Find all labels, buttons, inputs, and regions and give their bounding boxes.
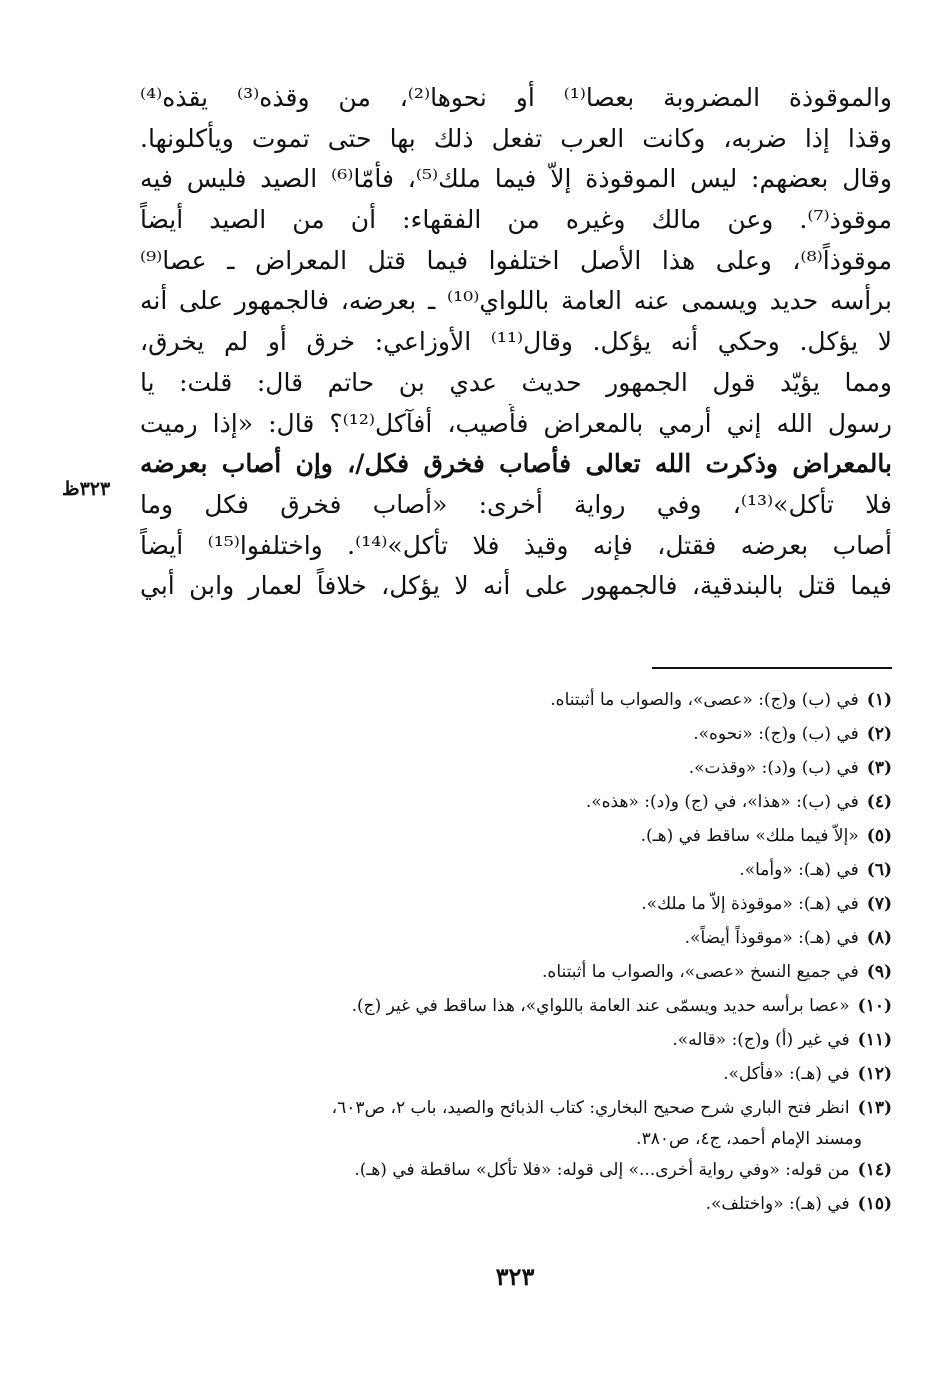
footnote-number: (١٢) [857,1064,892,1084]
footnote [100,683,892,717]
footnote-text: في (ب) و(ج): «نحوه». [693,724,859,744]
footnote [100,1091,892,1125]
footnote-number: (٢) [866,724,892,744]
footnote-number: (٦) [866,860,892,880]
footnote-number: (١٠) [857,996,892,1016]
footnote [100,1153,892,1187]
text-line: فيما قتل بالبندقية، فالجمهور على أنه لا يؤكل، خلافاً لعمار وابن أبي [140,571,892,601]
footnote [100,717,892,751]
footnote-text: في (هـ): «موقوذاً أيضاً». [684,928,859,948]
footnote-continuation: ومسند الإمام أحمد، ج٤، ص٣٨٠. [636,1129,862,1149]
footnote-text: من قوله: «وفي رواية أخرى...» إلى قوله: «فلا تأكل» ساقطة في (هـ). [354,1160,850,1180]
footnote-number: (١٣) [857,1098,892,1118]
footnote-text: في (ب) و(ج): «عصى»، والصواب ما أثبتناه. [550,690,859,710]
footnote-text: في (هـ): «فأكل». [723,1064,850,1084]
footnote-text: «إلاّ فيما ملك» ساقط في (هـ). [640,826,859,846]
text-line: وقذا إذا ضربه، وكانت العرب تفعل ذلك بها حتى تموت ويأكلونها. [140,123,892,153]
text-line: بالمعراض وذكرت الله تعالى فأصاب فخرق فكل/، وإن أصاب بعرضه [140,449,892,479]
main-text [140,78,892,607]
text-line: برأسه حديد ويسمى عنه العامة باللواي⁽¹⁰⁾ ـ بعرضه، فالجمهور على أنه [140,286,892,316]
footnote [100,751,892,785]
footnote [100,853,892,887]
text-line: لا يؤكل. وحكي أنه يؤكل. وقال⁽¹¹⁾ الأوزاعي: خرق أو لم يخرق، [140,327,892,357]
footnote-text: في (ب): «هذا»، في (ج) و(د): «هذه». [585,792,859,812]
text-line: والموقوذة المضروبة بعصا⁽¹⁾ أو نحوها⁽²⁾، من وقذه⁽³⁾ يقذه⁽⁴⁾ [140,83,892,112]
text-line: أصاب بعرضه فقتل، فإنه وقيذ فلا تأكل»⁽¹⁴⁾. واختلفوا⁽¹⁵⁾ أيضاً [140,530,892,560]
footnote [100,1187,892,1221]
footnote-text: في (هـ): «وأما». [739,860,859,880]
footnotes [100,683,892,1221]
footnote-number: (٥) [866,826,892,846]
footnote-text: انظر فتح الباري شرح صحيح البخاري: كتاب الذبائح والصيد، باب ٢، ص٦٠٣، [331,1098,850,1118]
page-number: ٣٢٣ [495,1262,535,1291]
footnote-number: (١٥) [857,1194,892,1214]
footnote-text: في (هـ): «موقوذة إلاّ ما ملك». [641,894,859,914]
text-line: وقال بعضهم: ليس الموقوذة إلاّ فيما ملك⁽⁵⁾، فأمّا⁽⁶⁾ الصيد فليس فيه [140,164,892,194]
text-line: موقوذاً⁽⁸⁾، وعلى هذا الأصل اختلفوا فيما قتل المعراض ـ عصا⁽⁹⁾ [140,245,892,275]
footnote [100,785,892,819]
footnote-number: (٤) [866,792,892,812]
manuscript-folio-marker: ٣٢٣ظ [62,478,111,500]
text-line: ومما يؤيّد قول الجمهور حديث عدي بن حاتم قال: قلت: يا [140,367,892,397]
footnote [100,921,892,955]
footnote [100,1057,892,1091]
footnote [100,887,892,921]
footnote-number: (٧) [866,894,892,914]
footnote-number: (١) [866,690,892,710]
footnote-text: «عصا برأسه حديد ويسمّى عند العامة باللواي»، هذا ساقط في غير (ج). [351,996,850,1016]
footnote-number: (١١) [857,1030,892,1050]
footnote-number: (١٤) [857,1160,892,1180]
footnote [100,819,892,853]
footnote [100,955,892,989]
footnote-text: في (هـ): «واختلف». [705,1194,850,1214]
text-line: رسول الله إني أرمي بالمعراض فأُصيب، أفآكل⁽¹²⁾؟ قال: «إذا رميت [140,408,892,438]
footnote [100,989,892,1023]
footnote [100,1023,892,1057]
footnote-text: في (ب) و(د): «وقذت». [688,758,859,778]
text-line: فلا تأكل»⁽¹³⁾، وفي رواية أخرى: «أصاب فخرق فكل وما [140,489,892,519]
footnote-text: في غير (أ) و(ج): «قاله». [672,1030,850,1050]
text-line: موقوذ⁽⁷⁾. وعن مالك وغيره من الفقهاء: أن من الصيد أيضاً [140,205,892,235]
footnote-number: (٩) [866,962,892,982]
footnote-number: (٨) [866,928,892,948]
footnote-number: (٣) [866,758,892,778]
footnote-text: في جميع النسخ «عصى»، والصواب ما أثبتناه. [542,962,859,982]
footnote-divider [652,667,892,669]
